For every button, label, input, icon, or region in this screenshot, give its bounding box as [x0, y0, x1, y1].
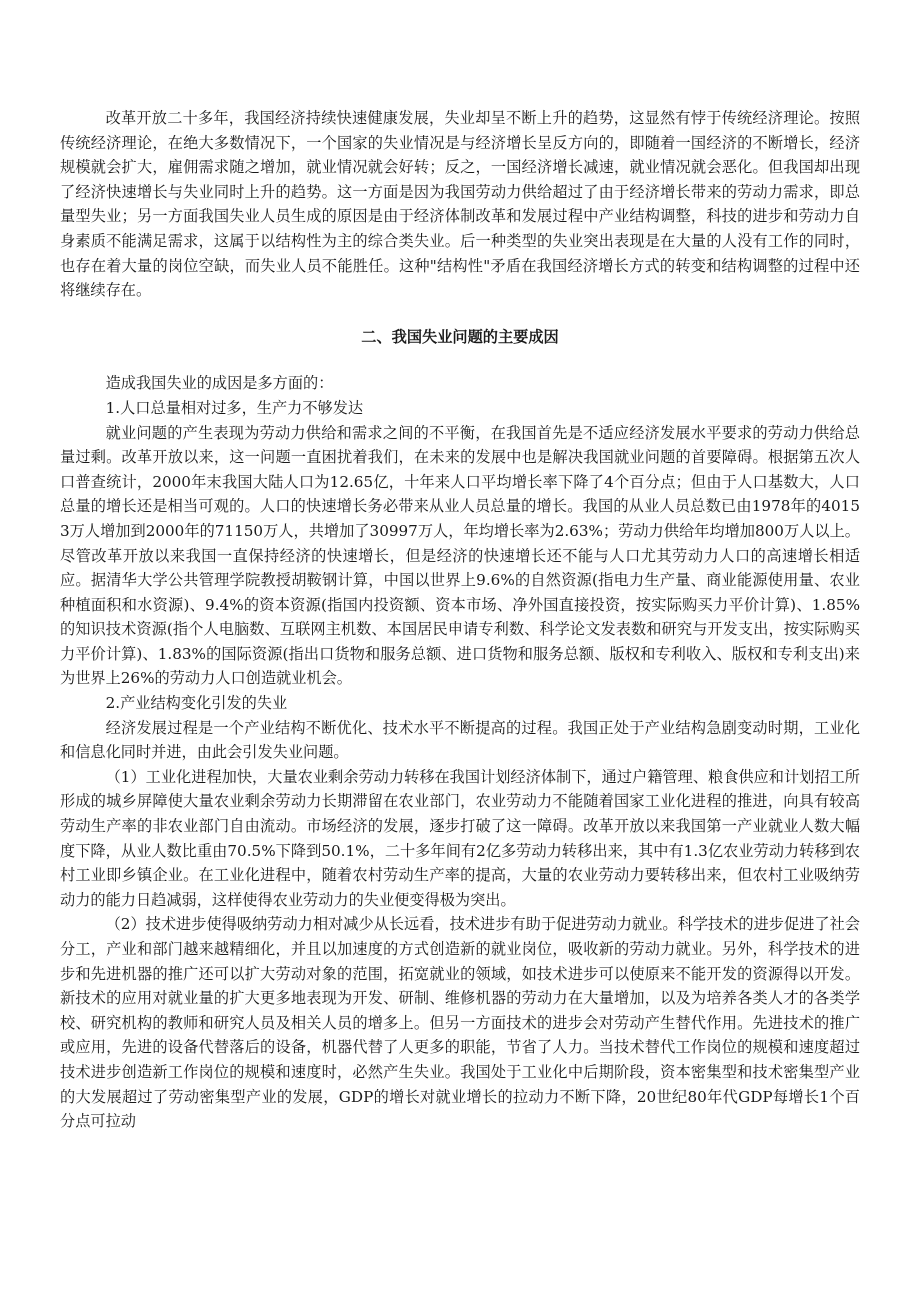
item-1: （1）工业化进程加快，大量农业剩余劳动力转移在我国计划经济体制下，通过户籍管理、粮食供应和计划招工所形成的城乡屏障使大量农业剩余劳动力长期滞留在农业部门，农业劳动力不能随着国家工业化进程的推进，向具有较高劳动生产率的非农业部门自由流动。市场经济的发展，逐步打破了这一障碍。改革开放以来我国第一产业就业人数大幅度下降，从业人数比重由70.5%下降到50.1%，二十多年间有2亿多劳动力转移出来，其中有1.3亿农业劳动力转移到农村工业即乡镇企业。在工业化进程中，随着农村劳动生产率的提高，大量的农业劳动力要转移出来，但农村工业吸纳劳动力的能力日趋减弱，这样使得农业劳动力的失业便变得极为突出。 — [60, 767, 860, 909]
subheading-2: 2.产业结构变化引发的失业 — [105, 694, 288, 713]
intro-paragraph: 改革开放二十多年，我国经济持续快速健康发展，失业却呈不断上升的趋势，这显然有悖于传统经济理论。按照传统经济理论，在绝大多数情况下，一个国家的失业情况是与经济增长呈反方向的，即随着一国经济的不断增长，经济规模就会扩大，雇佣需求随之增加，就业情况就会好转；反之，一国经济增长减速，就业情况就会恶化。但我国却出现了经济快速增长与失业同时上升的趋势。这一方面是因为我国劳动力供给超过了由于经济增长带来的劳动力需求，即总量型失业；另一方面我国失业人员生成的原因是由于经济体制改革和发展过程中产业结构调整，科技的进步和劳动力自身素质不能满足需求，这属于以结构性为主的综合类失业。后一种类型的失业突出表现是在大量的人没有工作的同时，也存在着大量的岗位空缺，而失业人员不能胜任。这种"结构性"矛盾在我国经济增长方式的转变和结构调整的过程中还将继续存在。 — [60, 109, 860, 300]
subheading-1: 1.人口总量相对过多，生产力不够发达 — [105, 398, 364, 417]
spacer — [60, 349, 860, 371]
item-2: （2）技术进步使得吸纳劳动力相对减少从长远看，技术进步有助于促进劳动力就业。科学技术的进步促进了社会分工，产业和部门越来越精细化，并且以加速度的方式创造新的就业岗位，吸收新的劳动力就业。另外，科学技术的进步和先进机器的推广还可以扩大劳动对象的范围，拓宽就业的领域，如技术进步可以使原来不能开发的资源得以开发。新技术的应用对就业量的扩大更多地表现为开发、研制、维修机器的劳动力在大量增加，以及为培养各类人才的各类学校、研究机构的教师和研究人员及相关人员的增多上。但另一方面技术的进步会对劳动产生替代作用。先进技术的推广或应用，先进的设备代替落后的设备，机器代替了人更多的职能，节省了人力。当技术替代工作岗位的规模和速度超过技术进步创造新工作岗位的规模和速度时，必然产生失业。我国处于工业化中后期阶段，资本密集型和技术密集型产业的大发展超过了劳动密集型产业的发展，GDP的增长对就业增长的拉动力不断下降，20世纪80年代GDP每增长1个百分点可拉动 — [60, 915, 860, 1131]
document-page — [60, 106, 860, 1134]
paragraph-2: 经济发展过程是一个产业结构不断优化、技术水平不断提高的过程。我国正处于产业结构急剧变动时期，工业化和信息化同时并进，由此会引发失业问题。 — [60, 718, 860, 762]
section-heading: 二、我国失业问题的主要成因 — [361, 327, 559, 346]
spacer — [60, 303, 860, 325]
paragraph-1: 就业问题的产生表现为劳动力供给和需求之间的不平衡，在我国首先是不适应经济发展水平要求的劳动力供给总量过剩。改革开放以来，这一问题一直困扰着我们，在未来的发展中也是解决我国就业问题的首要障碍。根据第五次人口普查统计，2000年末我国大陆人口为12.65亿，十年来人口平均增长率下降了4个百分点；但由于人口基数大，人口总量的增长还是相当可观的。人口的快速增长务必带来从业人员总量的增长。我国的从业人员总数已由1978年的40153万人增加到2000年的71150万人，共增加了30997万人，年均增长率为2.63%；劳动力供给年均增加800万人以上。尽管改革开放以来我国一直保持经济的快速增长，但是经济的快速增长还不能与人口尤其劳动力人口的高速增长相适应。据清华大学公共管理学院教授胡鞍钢计算，中国以世界上9.6%的自然资源(指电力生产量、商业能源使用量、农业种植面积和水资源)、9.4%的资本资源(指国内投资额、资本市场、净外国直接投资，按实际购买力平价计算)、1.85%的知识技术资源(指个人电脑数、互联网主机数、本国居民申请专利数、科学论文发表数和研究与开发支出，按实际购买力平价计算)、1.83%的国际资源(指出口货物和服务总额、进口货物和服务总额、版权和专利收入、版权和专利支出)来为世界上26%的劳动力人口创造就业机会。 — [60, 423, 860, 688]
lead-sentence: 造成我国失业的成因是多方面的： — [105, 374, 334, 393]
